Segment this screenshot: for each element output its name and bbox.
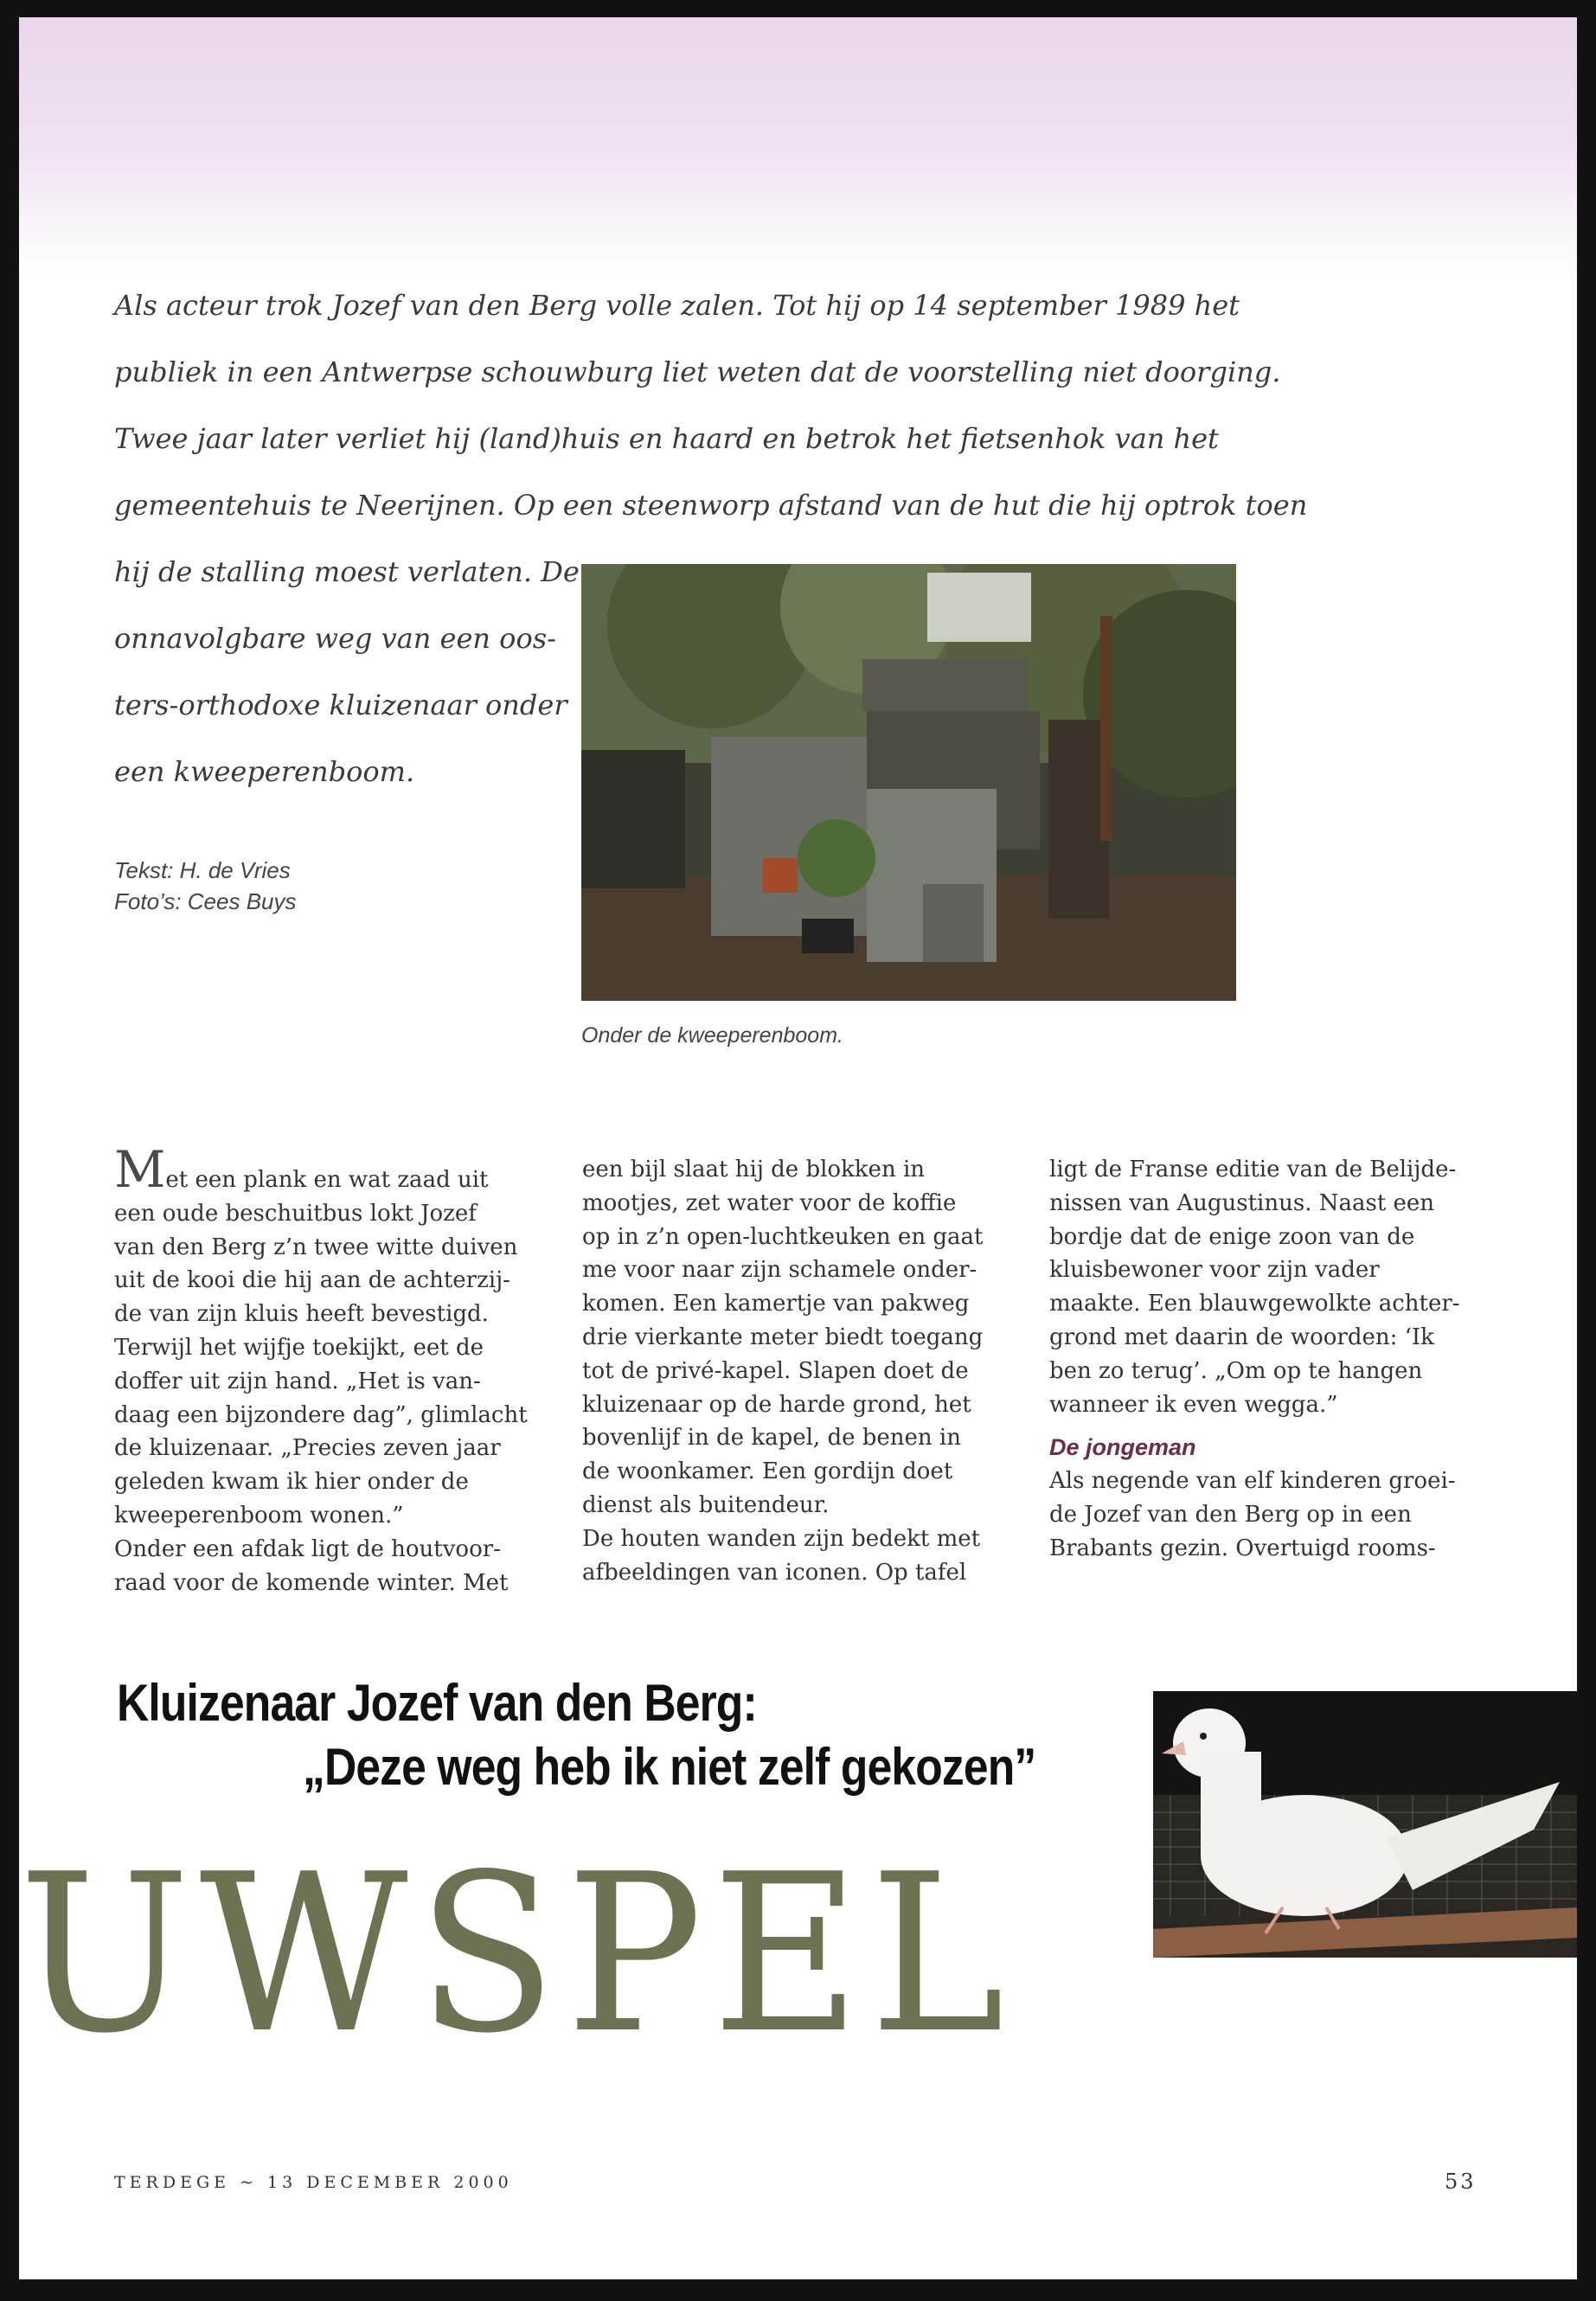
column-line: de woonkamer. Een gordijn doet [582, 1458, 953, 1485]
column-line: Terwijl het wijfje toekijkt, eet de [114, 1334, 484, 1361]
column-line: een oude beschuitbus lokt Jozef [114, 1200, 477, 1227]
column-line: kluisbewoner voor zijn vader [1049, 1257, 1380, 1284]
dove-photo [1153, 1691, 1577, 1958]
column-line: van den Berg z’n twee witte duiven [114, 1234, 518, 1260]
column-line: raad voor de komende winter. Met [114, 1569, 509, 1596]
intro-line: hij de stalling moest verlaten. De [114, 555, 580, 588]
column-line: bordje dat de enige zoon van de [1049, 1223, 1415, 1250]
column-line: op in z’n open-luchtkeuken en gaat [582, 1223, 984, 1250]
column-line: nissen van Augustinus. Naast een [1049, 1189, 1435, 1216]
intro-line: publiek in een Antwerpse schouwburg liet weten dat de voorstelling niet doorging. [114, 356, 1281, 388]
column-line: afbeeldingen van iconen. Op tafel [582, 1559, 967, 1586]
first-line-text: et een plank en wat zaad uit [165, 1167, 489, 1193]
scan-border-bottom [0, 2279, 1596, 2301]
column-line: daag een bijzondere dag”, glimlacht [114, 1401, 528, 1428]
credits [114, 855, 297, 917]
column-line: me voor naar zijn schamele onder- [582, 1257, 977, 1284]
hermitage-photo [581, 564, 1236, 1001]
article-headline [117, 1671, 1035, 1799]
column-line: Brabants gezin. Overtuigd rooms- [1049, 1535, 1436, 1561]
column-line: de Jozef van den Berg op in een [1049, 1502, 1412, 1529]
column-line: komen. Een kamertje van pakweg [582, 1291, 970, 1317]
column-line: ligt de Franse editie van de Belijde- [1049, 1157, 1457, 1183]
section-subheading: De jongeman [1049, 1434, 1196, 1461]
column-line: de kluizenaar. „Precies zeven jaar [114, 1435, 501, 1462]
drop-cap: M [114, 1140, 166, 1199]
dove-photo-illustration [1153, 1691, 1577, 1958]
intro-line: onnavolgbare weg van een oos- [114, 622, 556, 655]
column-line: tot de privé-kapel. Slapen doet de [582, 1357, 969, 1384]
column-line: doffer uit zijn hand. „Het is van- [114, 1368, 481, 1394]
headline-line-1: Kluizenaar Jozef van den Berg: [117, 1674, 757, 1732]
column-line: dienst als buitendeur. [582, 1491, 830, 1518]
column-line: mootjes, zet water voor de koffie [582, 1189, 957, 1216]
column-line: maakte. Een blauwgewolkte achter- [1049, 1291, 1460, 1317]
column-line: kweeperenboom wonen.” [114, 1502, 404, 1529]
column-line [114, 1140, 547, 1199]
body-column-3 [1049, 1153, 1482, 1566]
column-line: ben zo terug’. „Om op te hangen [1049, 1357, 1423, 1384]
intro-line: ters-orthodoxe kluizenaar onder [114, 689, 567, 721]
page-number: 53 [1445, 2170, 1477, 2194]
column-line: uit de kooi die hij aan de achterzij- [114, 1267, 510, 1294]
photo-credit: Foto’s: Cees Buys [114, 888, 297, 914]
intro-line: een kweeperenboom. [114, 755, 415, 788]
photo-caption: Onder de kweeperenboom. [581, 1023, 843, 1048]
scan-border-left [0, 0, 19, 2301]
column-line: wanneer ik even wegga.” [1049, 1391, 1338, 1418]
column-line: drie vierkante meter biedt toegang [582, 1324, 984, 1350]
text-credit: Tekst: H. de Vries [114, 857, 291, 883]
intro-line: Twee jaar later verliet hij (land)huis en haard en betrok het fietsenhok van het [114, 422, 1219, 455]
column-line: grond met daarin de woorden: ‘Ik [1049, 1324, 1434, 1350]
column-line: Als negende van elf kinderen groei- [1049, 1468, 1456, 1495]
intro-line: gemeentehuis te Neerijnen. Op een steenworp afstand van de hut die hij optrok toen [114, 489, 1308, 522]
column-line: een bijl slaat hij de blokken in [582, 1157, 926, 1183]
intro-line: Als acteur trok Jozef van den Berg volle zalen. Tot hij op 14 september 1989 het [114, 289, 1240, 322]
column-line: bovenlijf in de kapel, de benen in [582, 1425, 961, 1452]
column-line: geleden kwam ik hier onder de [114, 1469, 469, 1496]
column-line: de van zijn kluis heeft bevestigd. [114, 1301, 489, 1328]
body-column-1 [114, 1140, 547, 1599]
headline-line-2: „Deze weg heb ik niet zelf gekozen” [303, 1738, 1036, 1796]
column-line: kluizenaar op de harde grond, het [582, 1391, 971, 1418]
column-line: Onder een afdak ligt de houtvoor- [114, 1535, 501, 1562]
body-column-2 [582, 1153, 1015, 1589]
column-line: De houten wanden zijn bedekt met [582, 1525, 981, 1552]
scan-border-top [0, 0, 1596, 17]
hermitage-photo-illustration [581, 564, 1236, 1001]
scan-border-right [1577, 0, 1596, 2301]
top-color-band [19, 17, 1577, 277]
display-word: UWSPEL [19, 1828, 1015, 2081]
footer-publication: TERDEGE ~ 13 DECEMBER 2000 [114, 2173, 513, 2192]
